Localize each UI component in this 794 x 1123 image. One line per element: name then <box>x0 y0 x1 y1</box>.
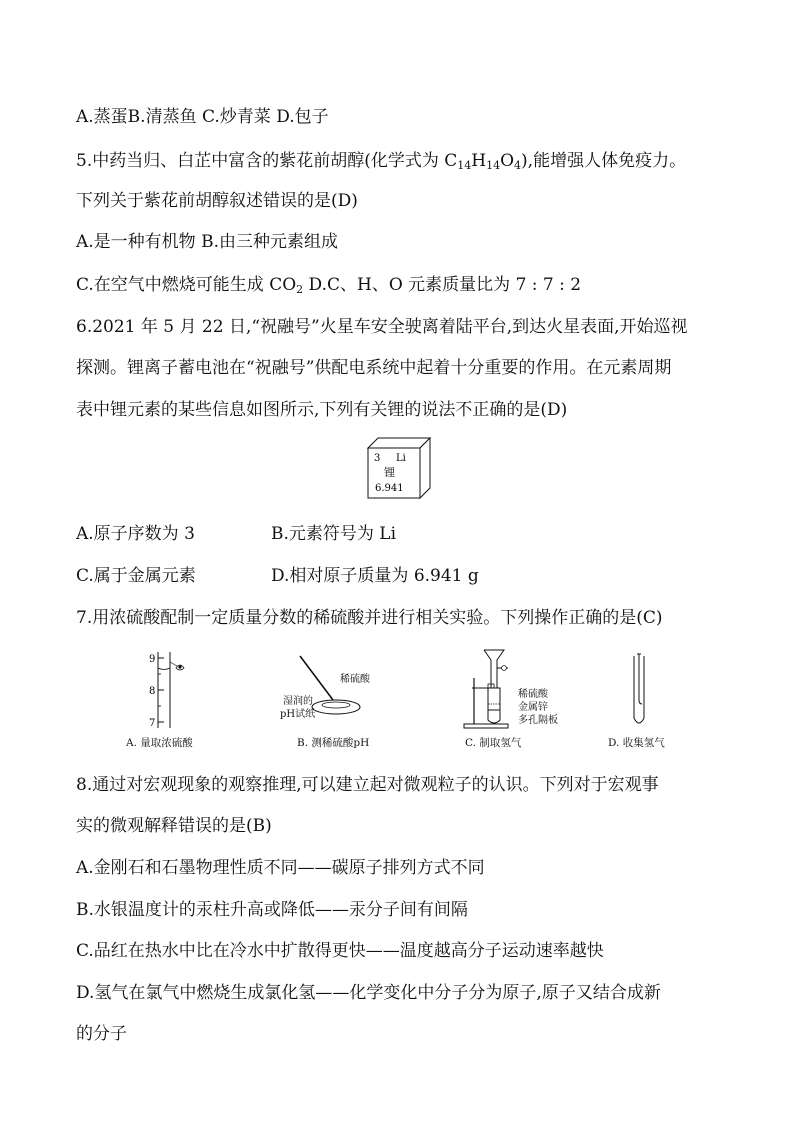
subscript: 14 <box>457 159 472 172</box>
formula-h: H <box>471 151 487 171</box>
q8-stem-line2: 实的微观解释错误的是(B) <box>76 816 272 836</box>
q5-stem-text-end: ),能增强人体免疫力。 <box>521 151 687 171</box>
q6-options-cd <box>76 565 479 587</box>
q8-option-a: A.金刚石和石墨物理性质不同——碳原子排列方式不同 <box>76 858 485 878</box>
q7-stem: 7.用浓硫酸配制一定质量分数的稀硫酸并进行相关实验。下列操作正确的是(C) <box>76 608 663 628</box>
figure-a-graduated-cylinder <box>140 648 200 730</box>
subscript: 4 <box>514 159 522 172</box>
label-c-acid: 稀硫酸 <box>518 689 548 700</box>
label-c-zinc: 金属锌 <box>518 702 548 713</box>
figure-b-caption: B. 测稀硫酸pH <box>297 737 370 749</box>
tick-9: 9 <box>149 654 156 665</box>
element-name: 锂 <box>384 466 395 479</box>
q8-stem-line1: 8.通过对宏观现象的观察推理,可以建立起对微观粒子的认识。下列对于宏观事 <box>76 775 659 795</box>
element-mass: 6.941 <box>375 483 404 494</box>
q5-stem-line1 <box>76 150 686 172</box>
subscript: 2 <box>296 283 304 296</box>
label-wet-ph-paper-line2: pH试纸 <box>280 709 316 720</box>
q8-option-d-line2: 的分子 <box>76 1024 127 1044</box>
subscript: 14 <box>486 159 501 172</box>
tick-7: 7 <box>149 718 156 729</box>
q6-option-b: B.元素符号为 Li <box>271 524 397 544</box>
q6-option-d: D.相对原子质量为 6.941 g <box>271 566 479 586</box>
q6-option-a: A.原子序数为 3 <box>76 524 195 544</box>
figure-d-caption: D. 收集氢气 <box>608 737 665 749</box>
q5-options-ab: A.是一种有机物 B.由三种元素组成 <box>76 232 338 252</box>
q6-stem-line2: 探测。锂离子蓄电池在“祝融号”供配电系统中起着十分重要的作用。在元素周期 <box>76 358 672 378</box>
lithium-element-card <box>366 436 432 500</box>
label-wet-ph-paper-line1: 湿润的 <box>283 696 313 707</box>
q5-option-d: D.C、H、O 元素质量比为 7 : 7 : 2 <box>303 275 582 295</box>
element-number: 3 <box>374 453 381 464</box>
q5-options-cd <box>76 274 581 296</box>
figure-c-hydrogen-apparatus <box>462 648 522 730</box>
q8-option-c: C.品红在热水中比在冷水中扩散得更快——温度越高分子运动速率越快 <box>76 941 604 961</box>
q5-stem-line2: 下列关于紫花前胡醇叙述错误的是(D) <box>76 191 358 211</box>
tick-8: 8 <box>149 686 156 697</box>
q8-option-d-line1: D.氢气在氯气中燃烧生成氯化氢——化学变化中分子分为原子,原子又结合成新 <box>76 983 661 1003</box>
q6-stem-line3: 表中锂元素的某些信息如图所示,下列有关锂的说法不正确的是(D) <box>76 400 568 420</box>
label-c-partition: 多孔隔板 <box>518 715 558 726</box>
q6-stem-line1: 6.2021 年 5 月 22 日,“祝融号”火星车安全驶离着陆平台,到达火星表面,开始巡视 <box>76 317 688 337</box>
label-dilute-acid: 稀硫酸 <box>340 674 370 685</box>
eye-icon <box>170 662 184 670</box>
figure-c-caption: C. 制取氢气 <box>465 737 522 749</box>
figure-d-collection-tube <box>622 652 662 730</box>
q6-options-ab <box>76 523 397 545</box>
q6-option-c: C.属于金属元素 <box>76 566 196 586</box>
figure-a-caption: A. 量取浓硫酸 <box>126 737 193 749</box>
element-symbol: Li <box>396 453 406 464</box>
q5-stem-text: 5.中药当归、白芷中富含的紫花前胡醇(化学式为 C <box>76 151 458 171</box>
q5-option-c: C.在空气中燃烧可能生成 CO <box>76 275 297 295</box>
q8-option-b: B.水银温度计的汞柱升高或降低——汞分子间有间隔 <box>76 900 468 920</box>
q4-options: A.蒸蛋B.清蒸鱼 C.炒青菜 D.包子 <box>76 107 329 127</box>
formula-o: O <box>500 151 515 171</box>
